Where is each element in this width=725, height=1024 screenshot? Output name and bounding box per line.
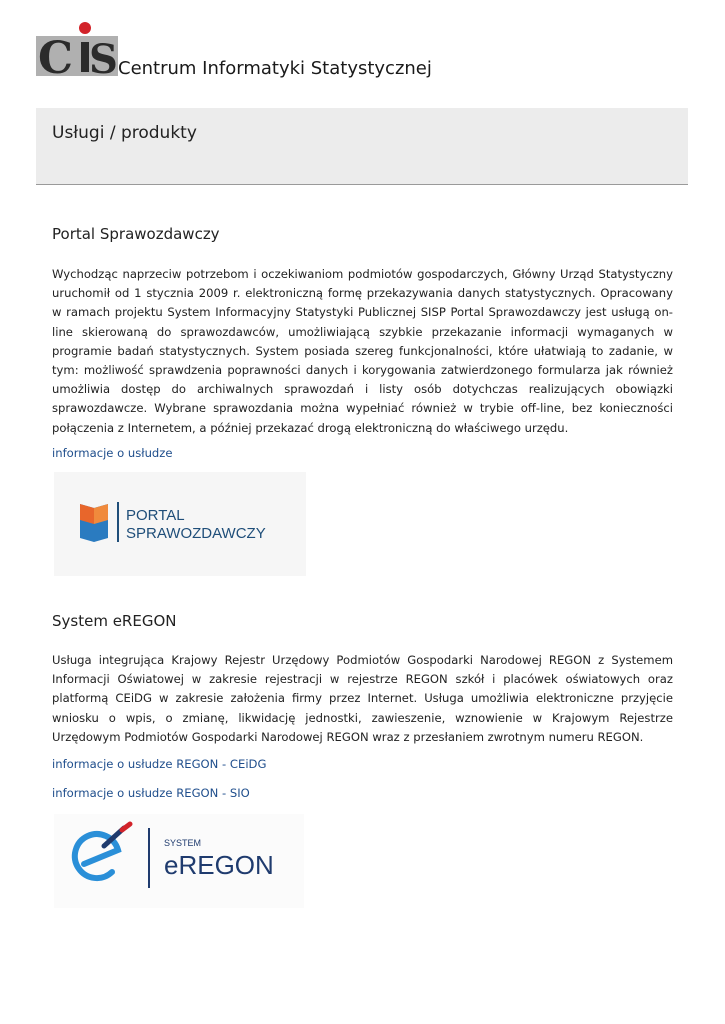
svg-text:C: C (38, 33, 74, 78)
page-title-banner (36, 108, 688, 185)
eregon-logo-line2: eREGON (164, 850, 274, 880)
eregon-logo-line1: SYSTEM (164, 838, 202, 848)
system-eregon-logo[interactable] (54, 814, 304, 908)
section-body-eregon: Usługa integrująca Krajowy Rejestr Urzędowy Podmiotów Gospodarki Narodowej REGON z Systemem Informacji Oświatowej w zakresie rejestracji w rejestrze REGON szkół i placówek oświatowych oraz platformą CEiDG w zakresie założenia firmy przez Internet. Usługa umożliwia elektroniczne przyjęcie wniosku o wpis, o zmianę, likwidację jednostki, zawieszenie, wznowienie w Krajowym Rejestrze Urzędowym Podmiotów Gospodarki Narodowej REGON wraz z przesłaniem zwrotnym numeru REGON. (52, 653, 673, 744)
link-regon-ceidg[interactable]: informacje o usłudze REGON - CEiDG (52, 757, 267, 771)
portal-logo-line2: SPRAWOZDAWCZY (126, 525, 266, 542)
link-regon-sio[interactable]: informacje o usłudze REGON - SIO (52, 786, 250, 800)
portal-flag-icon (80, 504, 108, 542)
cis-logo[interactable] (36, 18, 120, 78)
link-portal-info[interactable]: informacje o usłudze (52, 446, 173, 460)
site-name: Centrum Informatyki Statystycznej (118, 58, 432, 79)
portal-sprawozdawczy-logo[interactable] (54, 472, 306, 576)
section-title-portal: Portal Sprawozdawczy (52, 225, 220, 243)
section-title-eregon: System eREGON (52, 612, 177, 630)
site-header (36, 18, 436, 80)
page-title: Usługi / produkty (52, 123, 197, 143)
svg-text:S: S (89, 36, 118, 78)
section-body-portal: Wychodząc naprzeciw potrzebom i oczekiwaniom podmiotów gospodarczych, Główny Urząd Statystyczny uruchomił od 1 stycznia 2009 r. elektroniczną formę przekazywania danych statystycznych. Opracowany w ramach projektu System Informacyjny Statystyki Publicznej SISP Portal Sprawozdawczy jest usługą on-line skierowaną do sprawozdawców, umożliwiającą szybkie przekazanie informacji wymaganych w programie badań statystycznych. System posiada szereg funkcjonalności, które ułatwiają to zadanie, w tym: możliwość sprawdzenia poprawności danych i korygowania zatwierdzonego formularza jak również umożliwia dostęp do archiwalnych sprawozdań i listy osób dotychczas realizujących obowiązki sprawozdawcze. Wybrane sprawozdania można wypełniać również w trybie off-line, bez konieczności połączenia z Internetem, a później przekazać drogą elektroniczną do właściwego urzędu. (52, 267, 673, 435)
portal-logo-line1: PORTAL (126, 507, 185, 524)
